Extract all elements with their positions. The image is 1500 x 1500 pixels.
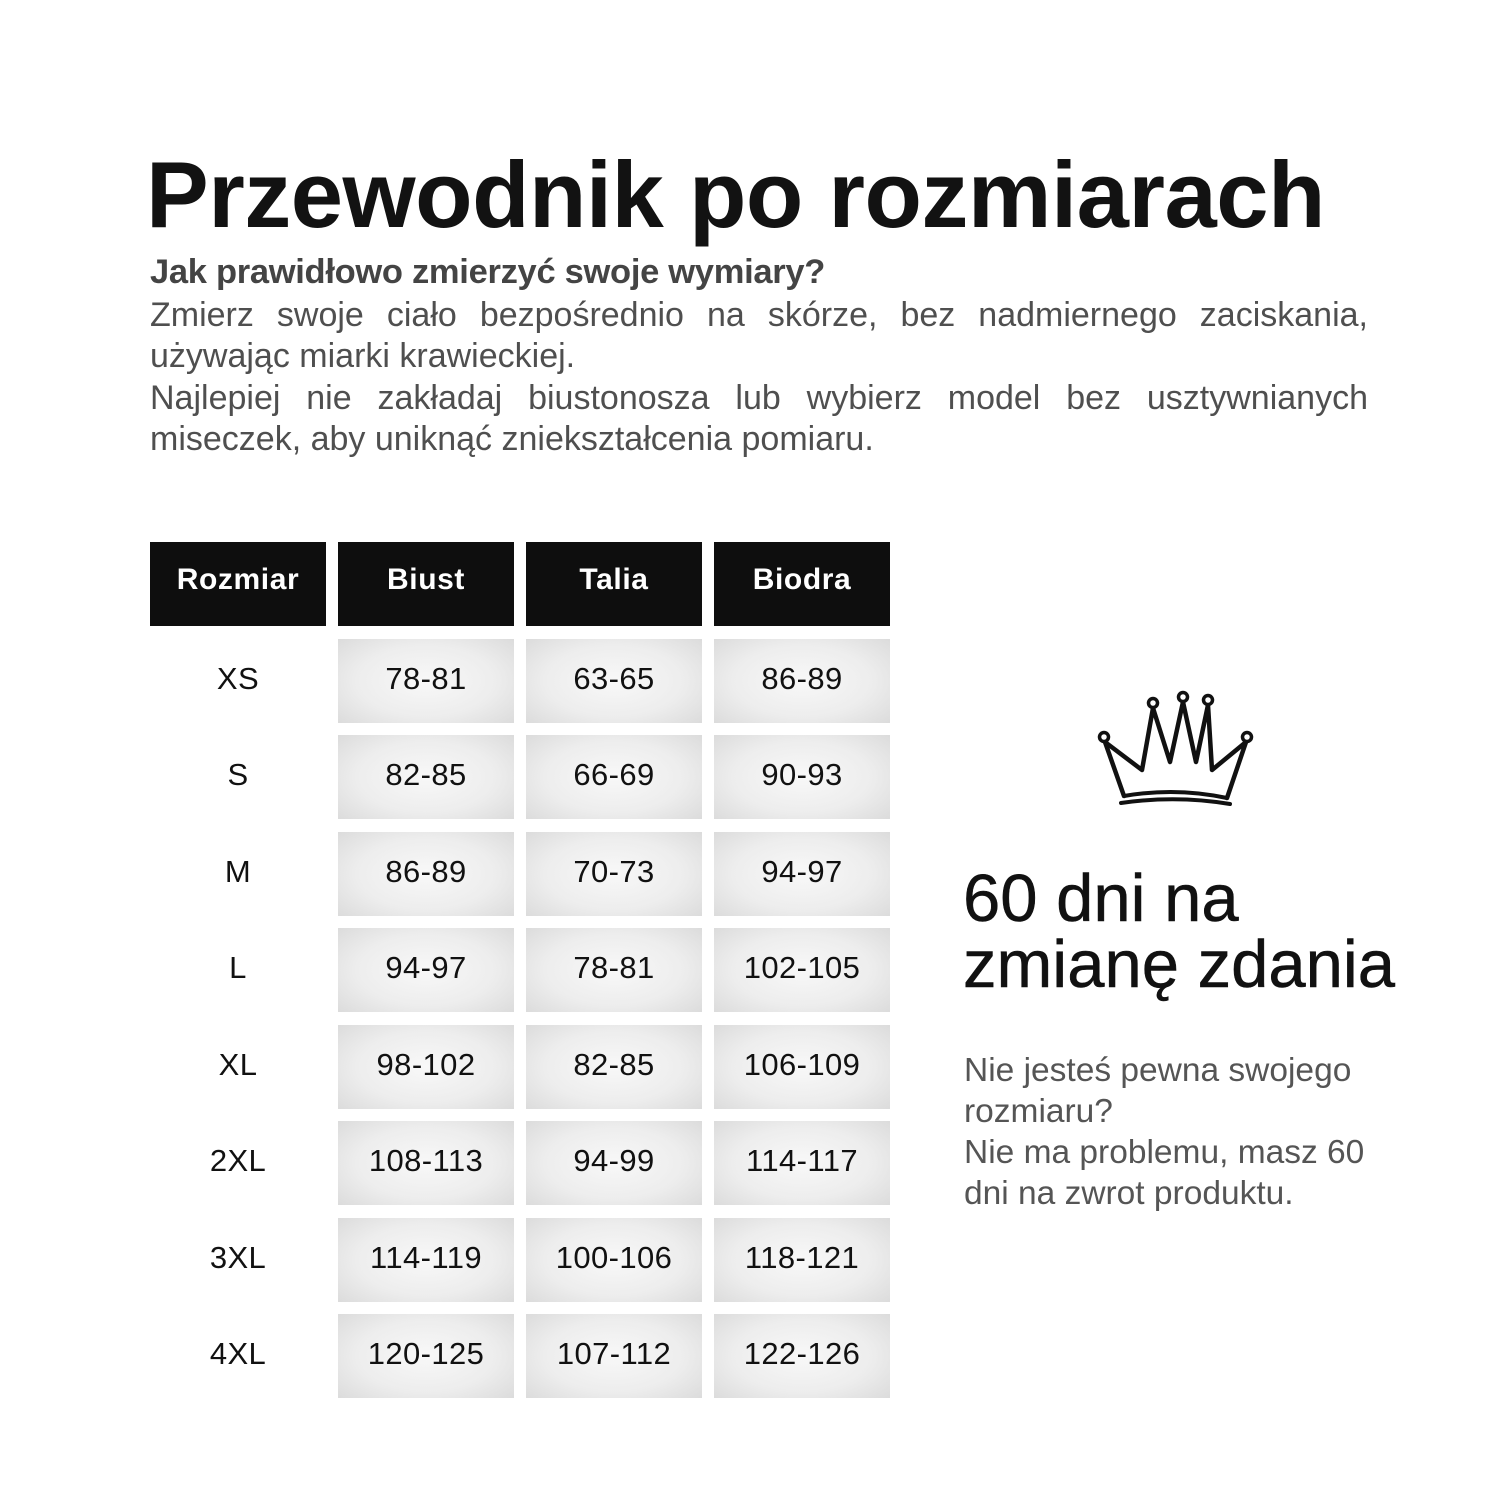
row-m-waist: 70-73 bbox=[526, 832, 702, 916]
row-l-hips: 102-105 bbox=[714, 928, 890, 1012]
row-2xl-size: 2XL bbox=[209, 1143, 267, 1178]
row-4xl-bust: 120-125 bbox=[338, 1314, 514, 1398]
header-size: Rozmiar bbox=[150, 542, 326, 626]
crown-jewel bbox=[1100, 733, 1109, 742]
row-3xl-waist: 100-106 bbox=[526, 1218, 702, 1302]
crown-jewel bbox=[1149, 699, 1158, 708]
crown-jewel bbox=[1243, 733, 1252, 742]
row-2xl-hips: 114-117 bbox=[714, 1121, 890, 1205]
row-xl-bust: 98-102 bbox=[338, 1025, 514, 1109]
returns-text-2: Nie ma problemu, masz 60 dni na zwrot produktu. bbox=[964, 1134, 1365, 1212]
row-3xl-hips: 118-121 bbox=[714, 1218, 890, 1302]
row-xs-size: XS bbox=[216, 660, 260, 696]
measure-guide-heading: Jak prawidłowo zmierzyć swoje wymiary? bbox=[150, 253, 826, 291]
row-s-hips: 90-93 bbox=[714, 735, 890, 819]
header-bust: Biust bbox=[338, 542, 514, 626]
row-4xl-hips: 122-126 bbox=[714, 1314, 890, 1398]
returns-info bbox=[964, 1050, 1389, 1214]
crown-jewel bbox=[1179, 693, 1188, 702]
crown-outline bbox=[1105, 702, 1246, 798]
crown-base-bottom bbox=[1121, 799, 1230, 804]
row-4xl-waist: 107-112 bbox=[526, 1314, 702, 1398]
row-xl-waist: 82-85 bbox=[526, 1025, 702, 1109]
row-3xl-size: 3XL bbox=[209, 1239, 267, 1275]
header-hips: Biodra bbox=[714, 542, 890, 626]
row-s-size: S bbox=[227, 757, 249, 792]
row-2xl-waist: 94-99 bbox=[526, 1121, 702, 1205]
row-3xl-bust: 114-119 bbox=[338, 1218, 514, 1302]
row-m-size: M bbox=[224, 853, 252, 889]
row-m-hips: 94-97 bbox=[714, 832, 890, 916]
returns-title bbox=[963, 861, 1396, 1002]
row-l-waist: 78-81 bbox=[526, 928, 702, 1012]
header-waist: Talia bbox=[526, 542, 702, 626]
row-xs-hips: 86-89 bbox=[714, 639, 890, 723]
measure-instructions bbox=[150, 295, 1368, 460]
size-table bbox=[150, 542, 890, 1398]
page-title: Przewodnik po rozmiarach bbox=[146, 142, 1325, 247]
row-xs-bust: 78-81 bbox=[338, 639, 514, 723]
row-m-bust: 86-89 bbox=[338, 832, 514, 916]
row-2xl-bust: 108-113 bbox=[338, 1121, 514, 1205]
row-s-waist: 66-69 bbox=[526, 735, 702, 819]
row-xs-waist: 63-65 bbox=[526, 639, 702, 723]
returns-text-1: Nie jesteś pewna swojego rozmiaru? bbox=[964, 1052, 1352, 1130]
row-4xl-size: 4XL bbox=[209, 1336, 267, 1371]
row-s-bust: 82-85 bbox=[338, 735, 514, 819]
row-xl-size: XL bbox=[218, 1046, 258, 1082]
measure-instruction-2: Najlepiej nie zakładaj biustonosza lub wybierz model bez usztywnianych miseczek, aby uniknąć zniekształcenia pomiaru. bbox=[150, 378, 1368, 458]
crown-jewel bbox=[1204, 696, 1213, 705]
row-l-bust: 94-97 bbox=[338, 928, 514, 1012]
returns-title-line-1: 60 dni na bbox=[963, 861, 1239, 936]
measure-instruction-1: Zmierz swoje ciało bezpośrednio na skórze, bez nadmiernego zaciskania, używając miarki krawieckiej. bbox=[150, 296, 1368, 376]
returns-title-line-2: zmianę zdania bbox=[963, 927, 1396, 1002]
row-l-size: L bbox=[229, 950, 247, 985]
crown-icon bbox=[1090, 690, 1265, 810]
row-xl-hips: 106-109 bbox=[714, 1025, 890, 1109]
crown-base-top bbox=[1124, 792, 1227, 798]
